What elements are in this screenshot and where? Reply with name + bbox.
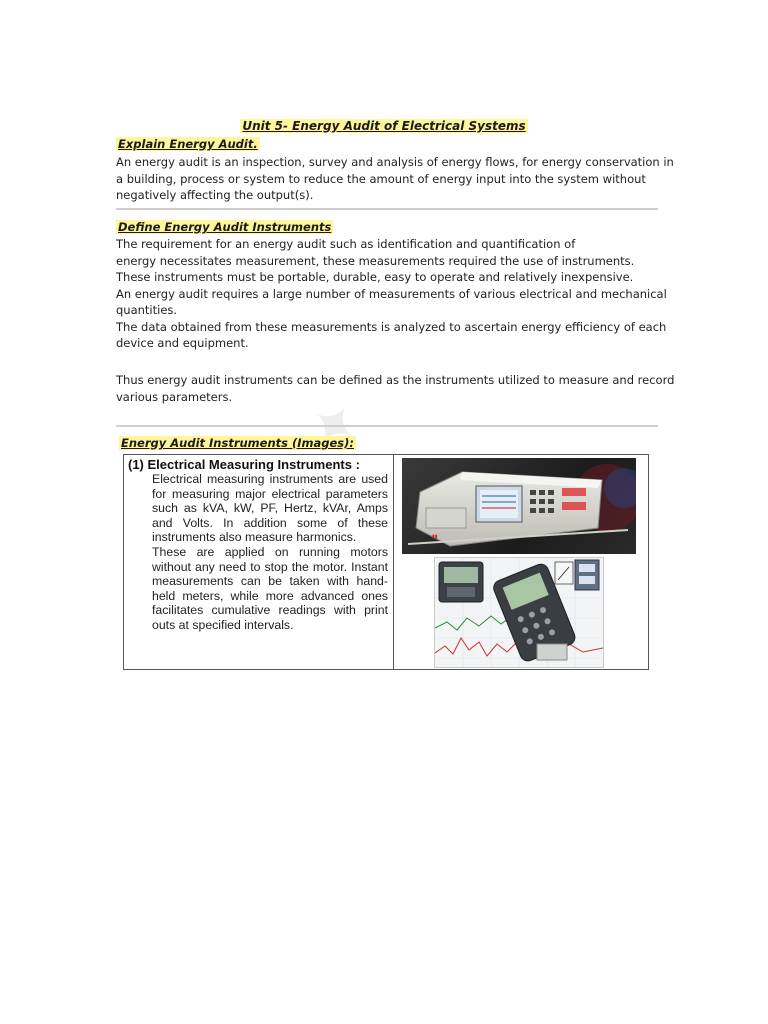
power-analyzer-photo [402, 458, 636, 554]
section-divider [116, 208, 658, 210]
section-divider [116, 425, 658, 427]
section-heading-explain: Explain Energy Audit. [118, 137, 258, 151]
svg-text:▮▮: ▮▮ [432, 534, 438, 540]
power-analyzer-illustration [402, 458, 636, 554]
instrument-description-cell [127, 457, 389, 633]
table-column-divider [393, 455, 394, 669]
instrument-paragraph: These are applied on running motors without any need to stop the motor. Instant measurements can be taken with hand-held meters, while more advanced ones facilitates cumulative readings with print outs at specified intervals. [152, 544, 388, 632]
instrument-paragraph: Electrical measuring instruments are used for measuring major electrical parameters such as kVA, kW, PF, Hertz, kVAr, Amps and Volts. In addition some of these instruments also measure harmonics. [152, 472, 388, 545]
instrument-table [123, 454, 649, 670]
instrument-item-heading: (1) Electrical Measuring Instruments : [128, 457, 360, 472]
page-title: Unit 5- Energy Audit of Electrical Systems [242, 119, 526, 133]
section-body-define: The requirement for an energy audit such as identification and quantification of energy necessitates measurement, these measurements required the use of instruments. These instruments must be portable, durable, easy to operate and relatively inexpensive. An energy audit requires a large number of measurements of various electrical and mechanical quantities. The data obtained from these measurements is analyzed to ascertain energy efficiency of each device and equipment. [116, 237, 667, 350]
section-heading-define: Define Energy Audit Instruments [118, 220, 332, 234]
section-heading-images: Energy Audit Instruments (Images): [121, 436, 354, 450]
handheld-meter-photo [434, 557, 604, 668]
instrument-description [152, 472, 388, 633]
handheld-meter-illustration [435, 558, 603, 667]
section-body-explain: An energy audit is an inspection, survey and analysis of energy flows, for energy conservation in a building, process or system to reduce the amount of energy input into the system without negatively affecting the output(s). [116, 155, 674, 202]
section-closing-define: Thus energy audit instruments can be defined as the instruments utilized to measure and record various parameters. [116, 373, 675, 404]
